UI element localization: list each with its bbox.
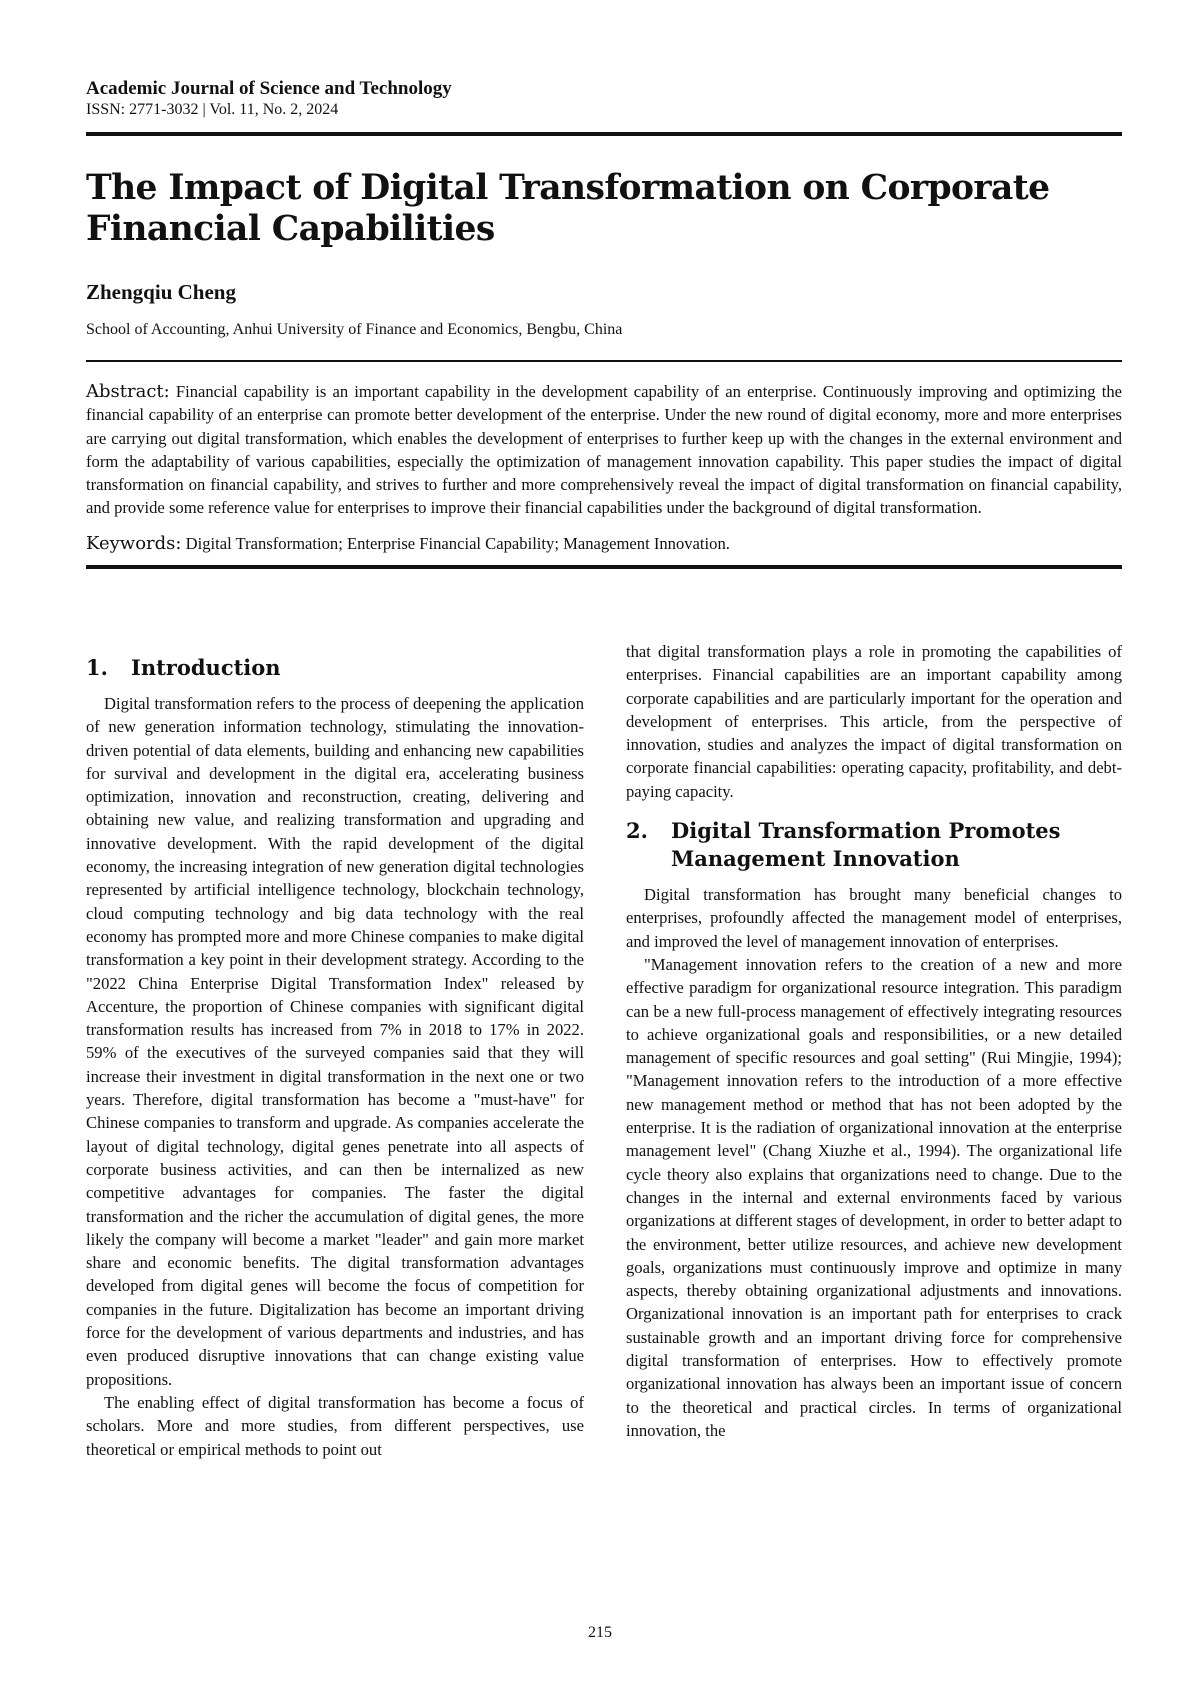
left-column xyxy=(86,646,584,1461)
paper-title: The Impact of Digital Transformation on Corporate Financial Capabilities xyxy=(86,168,1050,249)
abstract-text: Financial capability is an important capability in the development capability of an enterprise. Continuously improving and optimizing the financial capability of an enterprise can promote better development of the enterprise. Under the new round of digital economy, more and more enterprises are carrying out digital transformation, which enables the development of enterprises to further keep up with the changes in the external environment and form the adaptability of various capabilities, especially the optimization of management innovation capability. This paper studies the impact of digital transformation on financial capability, and strives to further and more comprehensively reveal the impact of digital transformation on financial capability, and provide some reference value for enterprises to improve their financial capabilities under the background of digital transformation. xyxy=(86,382,1122,518)
header-rule xyxy=(86,132,1122,136)
section-1-heading xyxy=(86,654,584,682)
section-2-heading xyxy=(626,817,1122,873)
abstract xyxy=(86,380,1122,520)
section-2-paragraph-2: "Management innovation refers to the creation of a new and more effective paradigm for organizational resource integration. This paradigm can be a new full-process management of effectively integrating resources to achieve organizational goals and responsibilities, or a new detailed management of specific resources and goal setting" (Rui Mingjie, 1994); "Management innovation refers to the introduction of a more effective new management method or method that has not been adopted by the enterprise. It is the radiation of organizational innovation at the enterprise management level" (Chang Xiuzhe et al., 1994). The organizational life cycle theory also explains that organizations need to change. Due to the changes in the internal and external environments faced by various organizations at different stages of development, in order to better adapt to the environment, better utilize resources, and achieve new development goals, organizations must continuously improve and optimize in many aspects, thereby obtaining organizational adjustments and innovations. Organizational innovation is an important path for enterprises to crack sustainable growth and an important driving force for comprehensive digital transformation of enterprises. How to effectively promote organizational innovation has always been an important issue of concern to the theoretical and practical circles. In terms of organizational innovation, the xyxy=(626,954,1122,1440)
keywords-text: Digital Transformation; Enterprise Financial Capability; Management Innovation. xyxy=(185,533,730,553)
section-2-number: 2. xyxy=(626,818,648,844)
right-column xyxy=(626,642,1122,1442)
section-2-title-line-1: Digital Transformation Promotes xyxy=(671,818,1061,844)
keywords xyxy=(86,532,1122,555)
journal-name: Academic Journal of Science and Technology xyxy=(86,78,452,99)
abstract-label: Abstract: xyxy=(86,381,170,402)
abstract-bottom-rule xyxy=(86,565,1122,569)
abstract-top-rule xyxy=(86,360,1122,362)
page-header-block xyxy=(86,78,1122,569)
section-1-paragraph-1: Digital transformation refers to the process of deepening the application of new generation information technology, stimulating the innovation-driven potential of data elements, building and enhancing new capabilities for survival and development in the digital era, accelerating business optimization, innovation and reconstruction, creating, delivering and obtaining new value, and realizing transformation and upgrading and innovative development. With the rapid development of the digital economy, the increasing integration of new generation digital technologies represented by artificial intelligence technology, blockchain technology, cloud computing technology and big data technology with the real economy has prompted more and more Chinese companies to make digital transformation a key point in their development strategy. According to the "2022 China Enterprise Digital Transformation Index" released by Accenture, the proportion of Chinese companies with significant digital transformation results has increased from 7% in 2018 to 17% in 2022. 59% of the executives of the surveyed companies said that they will increase their investment in digital transformation in the next one or two years. Therefore, digital transformation has become a "must-have" for Chinese companies to transform and upgrade. As companies accelerate the layout of digital technology, digital genes penetrate into all aspects of corporate business activities, and can then be internalized as new competitive advantages for companies. The faster the digital transformation and the richer the accumulation of digital genes, the more likely the company will become a market "leader" and gain more market share and economic benefits. The digital transformation advantages developed from digital genes will become the focus of competition for companies in the future. Digitalization has become an important driving force for the development of various departments and industries, and has even produced disruptive innovations that can change existing value propositions. xyxy=(86,694,584,1389)
section-1-title: Introduction xyxy=(131,655,281,680)
section-1-paragraph-2: The enabling effect of digital transformation has become a focus of scholars. More and more studies, from different perspectives, use theoretical or empirical methods to point out xyxy=(86,1392,584,1459)
keywords-label: Keywords: xyxy=(86,532,182,554)
author-name: Zhengqiu Cheng xyxy=(86,280,236,304)
author-affiliation: School of Accounting, Anhui University of Finance and Economics, Bengbu, China xyxy=(86,321,623,338)
section-1-paragraph-2-continued: that digital transformation plays a role in promoting the capabilities of enterprises. Financial capabilities are an important capability among corporate capabilities and are particularly important for the operation and development of enterprises. This article, from the perspective of innovation, studies and analyzes the impact of digital transformation on corporate financial capabilities: operating capacity, profitability, and debt-paying capacity. xyxy=(626,642,1122,801)
section-2-title-line-2: Management Innovation xyxy=(671,846,960,872)
journal-issn: ISSN: 2771-3032 | Vol. 11, No. 2, 2024 xyxy=(86,101,339,118)
section-2-paragraph-1: Digital transformation has brought many beneficial changes to enterprises, profoundly affected the management model of enterprises, and improved the level of management innovation of enterprises. xyxy=(626,885,1122,951)
section-1-number: 1. xyxy=(86,655,108,680)
page-number: 215 xyxy=(588,1624,612,1641)
section-2-title xyxy=(671,817,1122,873)
